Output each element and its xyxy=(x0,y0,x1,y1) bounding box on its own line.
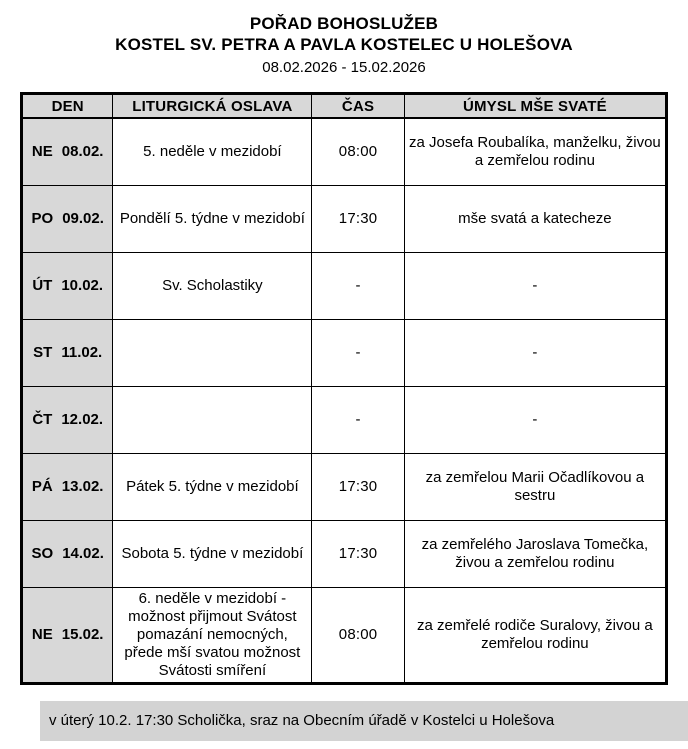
celebration-cell: 6. neděle v mezidobí - možnost přijmout Svátost pomazání nemocných, přede mší svatou možnost Svátosti smíření xyxy=(113,587,312,683)
schedule-body xyxy=(22,118,667,683)
day-date: 09.02. xyxy=(62,209,104,227)
day-date: 15.02. xyxy=(61,625,104,643)
intention-cell: za zemřelou Marii Očadlíkovou a sestru xyxy=(404,453,666,520)
table-row xyxy=(22,587,667,683)
table-row xyxy=(22,319,667,386)
day-cell xyxy=(22,118,113,185)
day-cell xyxy=(22,453,113,520)
day-date: 12.02. xyxy=(61,410,104,428)
intention-cell: mše svatá a katecheze xyxy=(404,185,666,252)
day-cell xyxy=(22,386,113,453)
time-cell: 08:00 xyxy=(312,118,404,185)
day-abbr: PO xyxy=(31,209,54,227)
celebration-cell xyxy=(113,386,312,453)
day-abbr: NE xyxy=(31,625,53,643)
table-row xyxy=(22,453,667,520)
time-cell: 08:00 xyxy=(312,587,404,683)
table-row xyxy=(22,520,667,587)
day-abbr: ČT xyxy=(32,410,53,428)
day-cell xyxy=(22,252,113,319)
time-cell: - xyxy=(312,319,404,386)
celebration-cell: Sobota 5. týdne v mezidobí xyxy=(113,520,312,587)
day-date: 11.02. xyxy=(61,343,103,361)
table-row xyxy=(22,386,667,453)
time-cell: - xyxy=(312,252,404,319)
footer-note: v úterý 10.2. 17:30 Scholička, sraz na Obecním úřadě v Kostelci u Holešova xyxy=(40,701,688,741)
time-cell: 17:30 xyxy=(312,520,404,587)
day-date: 14.02. xyxy=(62,544,104,562)
table-row xyxy=(22,185,667,252)
church-name: KOSTEL SV. PETRA A PAVLA KOSTELEC U HOLEŠOVA xyxy=(115,35,573,54)
day-abbr: PÁ xyxy=(31,477,53,495)
celebration-cell xyxy=(113,319,312,386)
column-header-den: DEN xyxy=(22,94,113,119)
day-date: 10.02. xyxy=(61,276,104,294)
time-cell: 17:30 xyxy=(312,185,404,252)
column-header-cas: ČAS xyxy=(312,94,404,119)
day-cell xyxy=(22,587,113,683)
intention-cell: - xyxy=(404,319,666,386)
time-cell: - xyxy=(312,386,404,453)
day-abbr: ÚT xyxy=(32,276,53,294)
day-cell xyxy=(22,319,113,386)
column-header-liturgicka-oslava: LITURGICKÁ OSLAVA xyxy=(113,94,312,119)
intention-cell: - xyxy=(404,386,666,453)
day-date: 08.02. xyxy=(61,142,104,160)
intention-cell: za zemřelé rodiče Suralovy, živou a zemřelou rodinu xyxy=(404,587,666,683)
day-abbr: SO xyxy=(31,544,54,562)
day-cell xyxy=(22,185,113,252)
celebration-cell: Pátek 5. týdne v mezidobí xyxy=(113,453,312,520)
table-row xyxy=(22,118,667,185)
celebration-cell: 5. neděle v mezidobí xyxy=(113,118,312,185)
intention-cell: za zemřelého Jaroslava Tomečka, živou a zemřelou rodinu xyxy=(404,520,666,587)
celebration-cell: Pondělí 5. týdne v mezidobí xyxy=(113,185,312,252)
column-header-umysl: ÚMYSL MŠE SVATÉ xyxy=(404,94,666,119)
day-abbr: ST xyxy=(33,343,53,361)
date-range: 08.02.2026 - 15.02.2026 xyxy=(262,59,426,76)
day-cell xyxy=(22,520,113,587)
page-title: POŘAD BOHOSLUŽEB xyxy=(249,14,439,33)
table-row xyxy=(22,252,667,319)
time-cell: 17:30 xyxy=(312,453,404,520)
intention-cell: - xyxy=(404,252,666,319)
intention-cell: za Josefa Roubalíka, manželku, živou a zemřelou rodinu xyxy=(404,118,666,185)
header-row xyxy=(22,94,667,119)
celebration-cell: Sv. Scholastiky xyxy=(113,252,312,319)
day-abbr: NE xyxy=(31,142,53,160)
schedule-table xyxy=(20,92,668,685)
day-date: 13.02. xyxy=(61,477,104,495)
title-block xyxy=(20,13,668,78)
